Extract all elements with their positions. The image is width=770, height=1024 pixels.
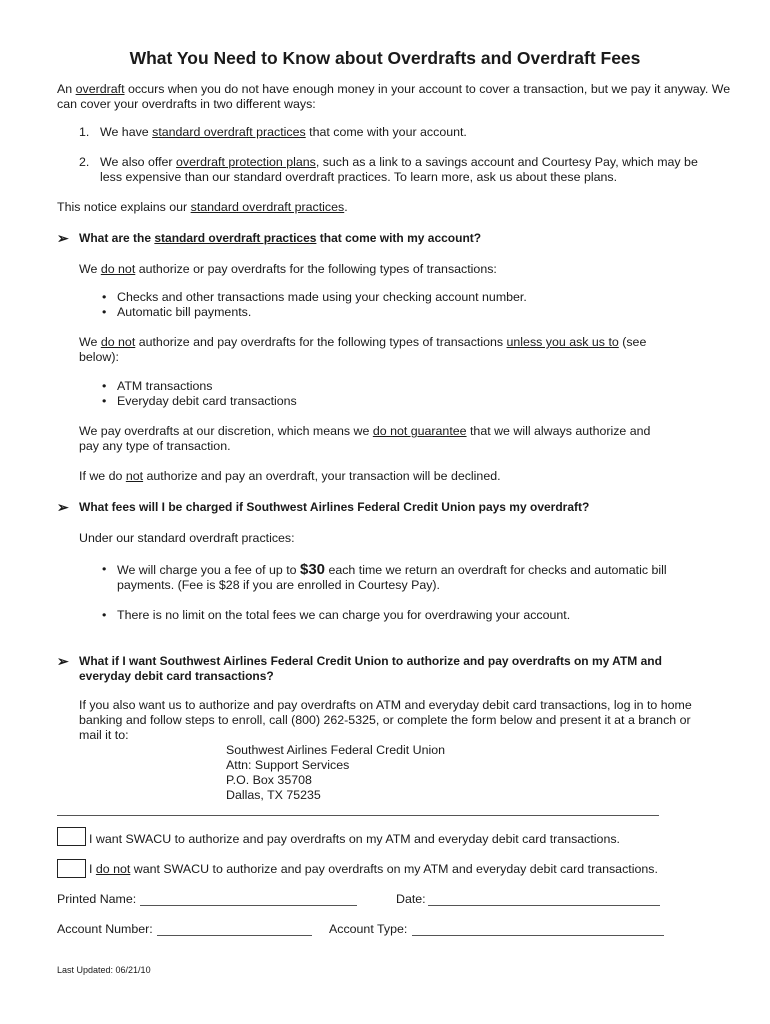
s1p1-a: We: [79, 262, 101, 276]
s1p1-do-not: do not: [100, 262, 136, 276]
arrow-bullet-icon: ➢: [57, 653, 69, 669]
s1p2-do-not: do not: [100, 335, 136, 349]
section-2-question: What fees will I be charged if Southwest Airlines Federal Credit Union pays my overdraft?: [79, 500, 590, 514]
list-item-1-pre: We have: [100, 125, 153, 139]
bullet-icon: •: [102, 562, 107, 576]
s1p4-not: not: [125, 469, 144, 483]
printed-name-field[interactable]: [140, 905, 357, 906]
account-type-field[interactable]: [412, 935, 664, 936]
overdraft-term: overdraft: [75, 82, 125, 96]
bullet-icon: •: [102, 394, 107, 408]
s1p1-b: authorize or pay overdrafts for the following types of transactions:: [135, 262, 497, 276]
bullet-icon: •: [102, 290, 107, 304]
opt-out-label: [89, 862, 658, 877]
fee-limit-bullet: There is no limit on the total fees we can charge you for overdrawing your account.: [117, 608, 571, 622]
section-1-q-post: that come with my account?: [316, 231, 482, 245]
s1p3-do-not-guarantee: do not guarantee: [372, 424, 467, 438]
list-item: Checks and other transactions made using your checking account number.: [117, 290, 527, 304]
s1p3-b: that we will always authorize and: [466, 424, 651, 438]
opt-out-checkbox[interactable]: [57, 859, 86, 878]
fee-bullet-post: each time we return an overdraft for checks and automatic bill: [325, 563, 667, 577]
section-1-paragraph-2-line-2: below):: [79, 350, 119, 364]
bullet-icon: •: [102, 608, 107, 622]
section-1-paragraph-3: [79, 424, 650, 439]
bullet-icon: •: [102, 379, 107, 393]
intro-text-b: occurs when you do not have enough money in your account to cover a transaction, but we pay it anyway. We: [124, 82, 731, 96]
fee-amount: $30: [299, 561, 326, 578]
section-1-question: [79, 231, 481, 246]
opt-in-checkbox[interactable]: [57, 827, 86, 846]
date-field[interactable]: [428, 905, 660, 906]
s1p4-b: authorize and pay an overdraft, your transaction will be declined.: [143, 469, 501, 483]
account-type-label: Account Type:: [329, 922, 408, 936]
notice-pre: This notice explains our: [57, 200, 191, 214]
address-line: Dallas, TX 75235: [226, 788, 321, 802]
account-number-field[interactable]: [157, 935, 312, 936]
intro-line-2: can cover your overdrafts in two different ways:: [57, 97, 316, 111]
section-1-paragraph-1: [79, 262, 497, 277]
list-item-2-term: overdraft protection plans: [176, 155, 316, 169]
section-1-q-pre: What are the: [79, 231, 155, 245]
address-line: P.O. Box 35708: [226, 773, 312, 787]
intro-text-a: An: [57, 82, 76, 96]
list-item-1-post: that come with your account.: [305, 125, 467, 139]
s1p2-c: (see: [618, 335, 647, 349]
s1p3-a: We pay overdrafts at our discretion, which means we: [79, 424, 373, 438]
s1p4-a: If we do: [79, 469, 126, 483]
list-item: ATM transactions: [117, 379, 213, 393]
s1p2-b: authorize and pay overdrafts for the following types of transactions: [135, 335, 507, 349]
divider-line: [57, 815, 659, 816]
page-title: What You Need to Know about Overdrafts and Overdraft Fees: [129, 48, 641, 68]
address-line: Attn: Support Services: [226, 758, 350, 772]
list-item-2-line-2: less expensive than our standard overdraft practices. To learn more, ask us about these plans.: [100, 170, 618, 184]
list-number-2: 2.: [79, 155, 90, 169]
list-item: Automatic bill payments.: [117, 305, 252, 319]
bullet-icon: •: [102, 305, 107, 319]
last-updated-footer: Last Updated: 06/21/10: [57, 965, 151, 975]
opt-out-post: want SWACU to authorize and pay overdrafts on my ATM and everyday debit card transactions.: [130, 862, 658, 876]
opt-in-label: I want SWACU to authorize and pay overdrafts on my ATM and everyday debit card transactions.: [89, 832, 620, 846]
section-1-paragraph-4: [79, 469, 501, 484]
section-1-q-term: standard overdraft practices: [154, 231, 317, 245]
list-item-2-post: , such as a link to a savings account and Courtesy Pay, which may be: [315, 155, 698, 169]
arrow-bullet-icon: ➢: [57, 230, 69, 246]
list-item-1: [100, 125, 467, 140]
list-item-1-term: standard overdraft practices: [152, 125, 306, 139]
intro-line-1: [57, 82, 730, 97]
section-1-paragraph-2: [79, 335, 646, 350]
section-2-paragraph-1: Under our standard overdraft practices:: [79, 531, 295, 545]
printed-name-label: Printed Name:: [57, 892, 137, 906]
list-item: Everyday debit card transactions: [117, 394, 297, 408]
address-line: Southwest Airlines Federal Credit Union: [226, 743, 446, 757]
account-number-label: Account Number:: [57, 922, 153, 936]
notice-term: standard overdraft practices: [190, 200, 345, 214]
list-number-1: 1.: [79, 125, 90, 139]
s1p2-unless: unless you ask us to: [506, 335, 619, 349]
notice-post: .: [344, 200, 348, 214]
date-label: Date:: [396, 892, 426, 906]
fee-bullet: [117, 562, 667, 578]
section-1-paragraph-3-line-2: pay any type of transaction.: [79, 439, 231, 453]
list-item-2: [100, 155, 698, 170]
notice-line: [57, 200, 348, 215]
section-3-question: What if I want Southwest Airlines Federal Credit Union to authorize and pay overdrafts on my ATM and: [79, 654, 662, 668]
opt-out-pre: I: [89, 862, 96, 876]
arrow-bullet-icon: ➢: [57, 499, 69, 515]
fee-bullet-pre: We will charge you a fee of up to: [117, 563, 300, 577]
s1p2-a: We: [79, 335, 101, 349]
section-3-paragraph-line-2: banking and follow steps to enroll, call (800) 262-5325, or complete the form below and present it at a branch or: [79, 713, 691, 727]
opt-out-do-not: do not: [95, 862, 131, 876]
section-3-paragraph-line-1: If you also want us to authorize and pay overdrafts on ATM and everyday debit card transactions, log in to home: [79, 698, 692, 712]
section-3-paragraph-line-3: mail it to:: [79, 728, 129, 742]
section-3-question-line-2: everyday debit card transactions?: [79, 669, 274, 683]
fee-bullet-line-2: payments. (Fee is $28 if you are enrolled in Courtesy Pay).: [117, 578, 440, 592]
list-item-2-pre: We also offer: [100, 155, 176, 169]
